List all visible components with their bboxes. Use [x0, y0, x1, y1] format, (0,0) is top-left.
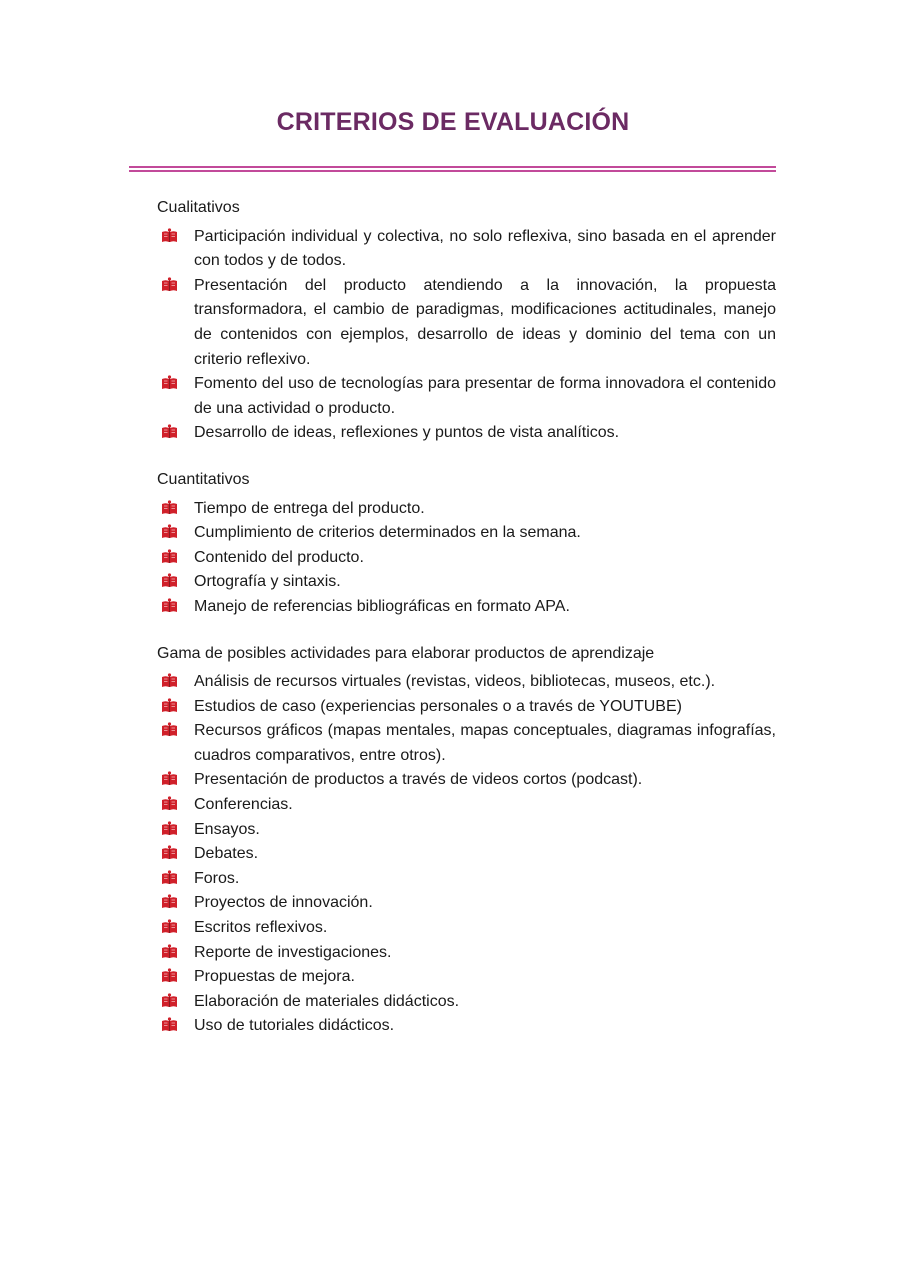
list-item-text: Elaboración de materiales didácticos. [194, 992, 460, 1010]
list-item-text: Análisis de recursos virtuales (revistas, videos, bibliotecas, museos, etc.). [194, 673, 716, 691]
list-item-text: Manejo de referencias bibliográficas en formato APA. [194, 597, 570, 615]
list-item-text: Estudios de caso (experiencias personales o a través de YOUTUBE) [194, 697, 682, 715]
red-book-icon [161, 894, 178, 909]
bullet-list [157, 225, 776, 446]
list-item-text: Desarrollo de ideas, reflexiones y puntos de vista analíticos. [194, 424, 620, 442]
red-book-icon [161, 549, 178, 564]
list-item-text: Cumplimiento de criterios determinados en la semana. [194, 524, 581, 542]
list-item [157, 1014, 776, 1039]
red-book-icon [161, 598, 178, 613]
list-item [157, 225, 776, 274]
list-item [157, 941, 776, 966]
red-book-icon [161, 424, 178, 439]
list-item [157, 546, 776, 571]
list-item [157, 916, 776, 941]
section-heading: Cualitativos [157, 199, 240, 216]
list-item-text: Recursos gráficos (mapas mentales, mapas conceptuales, diagramas infografías, cuadros comparativos, entre otros). [194, 722, 776, 764]
title-divider [129, 166, 776, 173]
page-title: CRITERIOS DE EVALUACIÓN [276, 108, 630, 136]
red-book-icon [161, 673, 178, 688]
bullet-list [157, 497, 776, 620]
red-book-icon [161, 573, 178, 588]
document-body [157, 196, 776, 1061]
divider-line-top [129, 166, 776, 168]
list-item [157, 793, 776, 818]
list-item [157, 497, 776, 522]
section-heading: Cuantitativos [157, 470, 250, 488]
red-book-icon [161, 375, 178, 390]
list-item [157, 990, 776, 1015]
list-item-text: Participación individual y colectiva, no solo reflexiva, sino basada en el aprender con todos y de todos. [194, 227, 776, 270]
list-item [157, 818, 776, 843]
red-book-icon [161, 968, 178, 983]
list-item-text: Conferencias. [194, 796, 293, 814]
red-book-icon [161, 845, 178, 860]
list-item [157, 965, 776, 990]
red-book-icon [161, 1017, 178, 1032]
list-item-text: Presentación de productos a través de videos cortos (podcast). [194, 771, 643, 789]
list-item [157, 595, 776, 620]
bullet-list [157, 670, 776, 1039]
list-item [157, 274, 776, 372]
list-item-text: Debates. [194, 845, 259, 863]
list-item-text: Propuestas de mejora. [194, 968, 355, 986]
list-item-text: Reporte de investigaciones. [194, 943, 392, 961]
list-item-text: Tiempo de entrega del producto. [194, 499, 425, 517]
list-item [157, 719, 776, 768]
red-book-icon [161, 944, 178, 959]
list-item-text: Ensayos. [194, 820, 260, 838]
list-item-text: Uso de tutoriales didácticos. [194, 1017, 395, 1035]
red-book-icon [161, 698, 178, 713]
red-book-icon [161, 722, 178, 737]
red-book-icon [161, 771, 178, 786]
list-item [157, 768, 776, 793]
list-item [157, 867, 776, 892]
list-item [157, 891, 776, 916]
red-book-icon [161, 500, 178, 515]
list-item-text: Contenido del producto. [194, 548, 364, 566]
red-book-icon [161, 993, 178, 1008]
list-item [157, 695, 776, 720]
section-heading: Gama de posibles actividades para elaborar productos de aprendizaje [157, 644, 655, 662]
red-book-icon [161, 796, 178, 811]
red-book-icon [161, 277, 178, 292]
list-item [157, 521, 776, 546]
list-item-text: Fomento del uso de tecnologías para presentar de forma innovadora el contenido de una actividad o producto. [194, 375, 776, 417]
red-book-icon [161, 870, 178, 885]
list-item-text: Escritos reflexivos. [194, 919, 328, 937]
list-item [157, 421, 776, 446]
divider-line-bottom [129, 170, 776, 172]
list-item-text: Ortografía y sintaxis. [194, 573, 341, 591]
red-book-icon [161, 919, 178, 934]
list-item-text: Proyectos de innovación. [194, 894, 373, 912]
list-item [157, 670, 776, 695]
red-book-icon [161, 524, 178, 539]
list-item [157, 842, 776, 867]
list-item [157, 570, 776, 595]
list-item-text: Foros. [194, 869, 240, 887]
red-book-icon [161, 228, 178, 243]
list-item-text: Presentación del producto atendiendo a la innovación, la propuesta transformadora, el cambio de paradigmas, modificaciones actitudinales, manejo de contenidos con ejemplos, desarrollo de ideas y dominio del tema con un criterio reflexivo. [194, 276, 776, 368]
list-item [157, 372, 776, 421]
red-book-icon [161, 821, 178, 836]
